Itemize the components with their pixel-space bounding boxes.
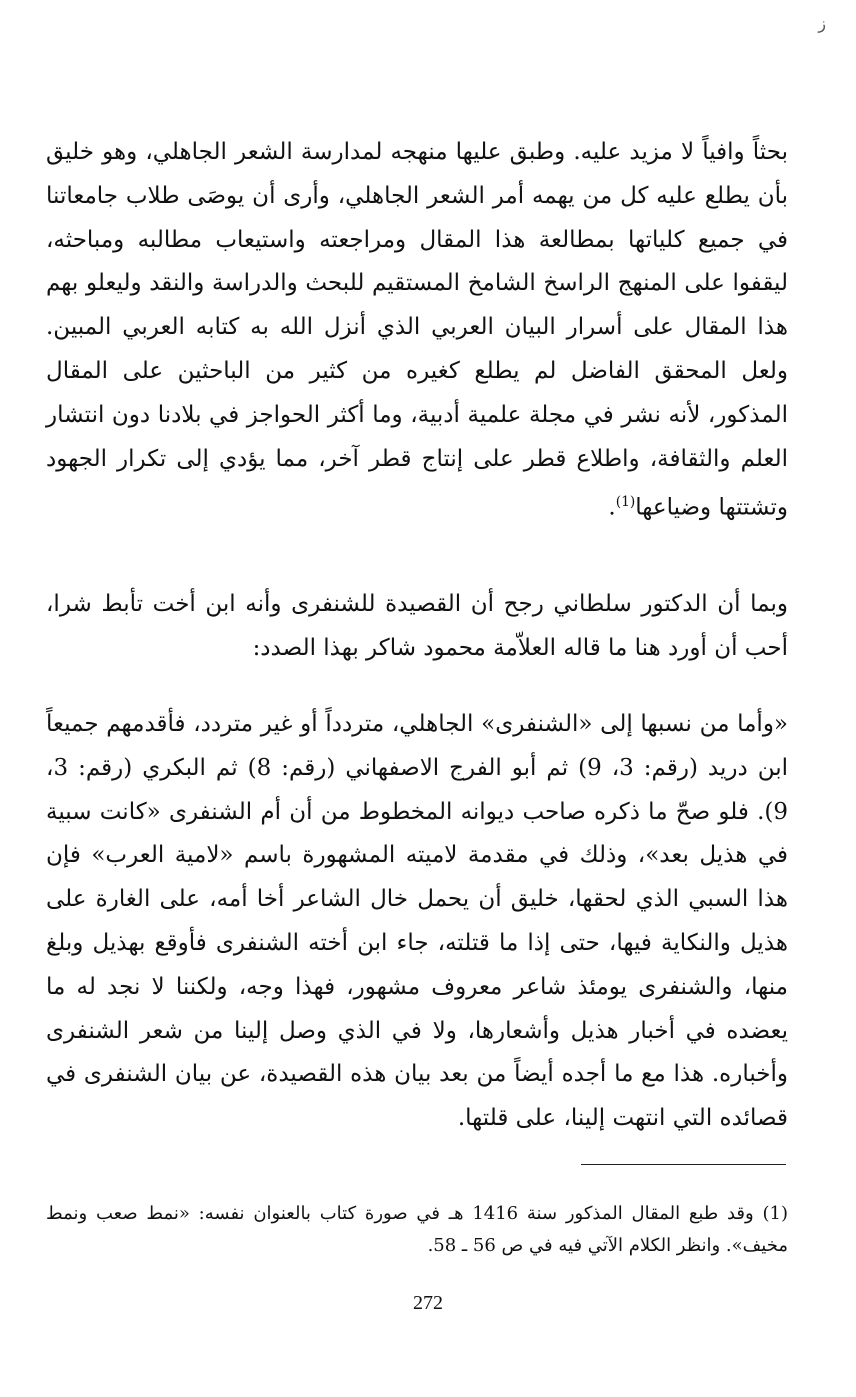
footnote-text: وقد طبع المقال المذكور سنة 1416 هـ في صورة كتاب بالعنوان نفسه: «نمط صعب ونمط مخيف». وانظر الكلام الآتي فيه في ص 56 ـ 58.: [46, 1203, 788, 1256]
quotation-paragraph: «وأما من نسبها إلى «الشنفرى» الجاهلي، متردداً أو غير متردد، فأقدمهم جميعاً ابن دريد (رقم: 3، 9) ثم أبو الفرج الاصفهاني (رقم: 8) ثم البكري (رقم: 3، 9). فلو صحّ ما ذكره صاحب ديوانه المخطوط من أن أم الشنفرى «كانت سبية في هذيل بعد»، وذلك في مقدمة لاميته المشهورة باسم «لامية العرب» فإن هذا السبي الذي لحقها، خليق أن يحمل خال الشاعر أخا أمه، على الغارة على هذيل والنكاية فيها، حتى إذا ما قتلته، جاء ابن أخته الشنفرى فأوقع بهذيل وبلغ منها، والشنفرى يومئذ شاعر معروف مشهور، فهذا وجه، ولكننا لا نجد له ما يعضده في أخبار هذيل وأشعارها، ولا في الذي وصل إلينا من شعر الشنفرى وأخباره. هذا مع ما أجده أيضاً من بعد بيان هذه القصيدة، عن بيان الشنفرى في قصائده التي انتهت إلينا، على قلتها.: [46, 711, 789, 1132]
footnote-marker: (1): [762, 1203, 788, 1224]
footnote: [46, 1198, 788, 1262]
corner-mark: ز: [818, 14, 826, 33]
footnote-reference[interactable]: (1): [615, 494, 636, 511]
paragraph-1-text: بحثاً وافياً لا مزيد عليه. وطبق عليها منهجه لمدارسة الشعر الجاهلي، وهو خليق بأن يطلع عليه كل من يهمه أمر الشعر الجاهلي، وأرى أن يوصَى طلاب جامعاتنا في جميع كلياتها بمطالعة هذا المقال ومراجعته واستيعاب مطالبه ومباحثه، ليقفوا على المنهج الراسخ الشامخ المستقيم للبحث والدراسة والنقد وليعلو بهم هذا المقال على أسرار البيان العربي الذي أنزل الله به كتابه العربي المبين. ولعل المحقق الفاضل لم يطلع كغيره من كثير من الباحثين على المقال المذكور، لأنه نشر في مجلة علمية أدبية، وما أكثر الحواجز في بلادنا دون انتشار العلم والثقافة، واطلاع قطر على إنتاج قطر آخر، مما يؤدي إلى تكرار الجهود وتشتتها وضياعها: [46, 139, 788, 522]
paragraph-2: وبما أن الدكتور سلطاني رجح أن القصيدة للشنفرى وأنه ابن أخت تأبط شرا، أحب أن أورد هنا ما قاله العلاّمة محمود شاكر بهذا الصدد:: [46, 591, 788, 661]
footnote-divider: [581, 1164, 786, 1165]
paragraph-1: [46, 131, 788, 531]
page-number: 272: [413, 1292, 443, 1314]
paragraph-1-end: .: [608, 495, 616, 522]
